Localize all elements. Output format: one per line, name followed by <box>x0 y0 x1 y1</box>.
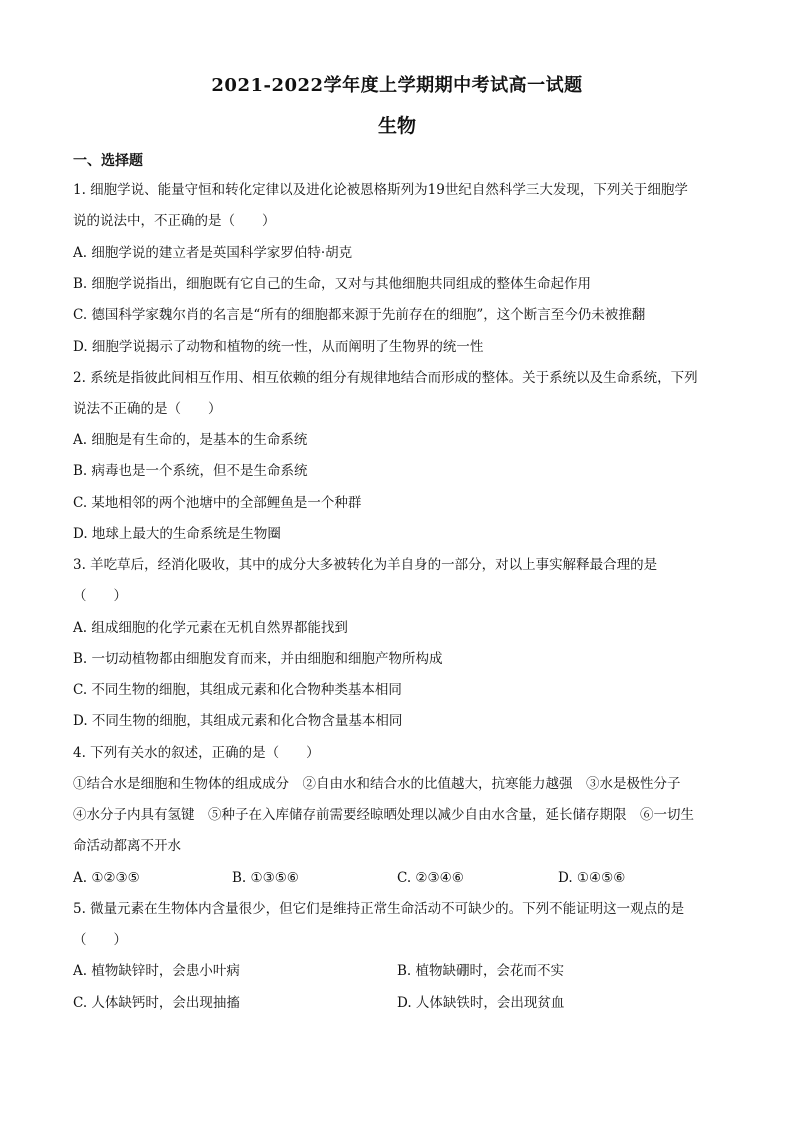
q3-option-c: C. 不同生物的细胞，其组成元素和化合物种类基本相同 <box>73 682 402 698</box>
q5-stem-line-2: （ ） <box>73 932 127 948</box>
q4-option-d: D. ①④⑤⑥ <box>558 870 626 886</box>
q5-option-d: D. 人体缺铁时，会出现贫血 <box>397 995 565 1011</box>
q1-option-c: C. 德国科学家魏尔肖的名言是“所有的细胞都来源于先前存在的细胞”，这个断言至今仍未被推翻 <box>73 307 646 323</box>
q3-option-a: A. 组成细胞的化学元素在无机自然界都能找到 <box>73 620 348 636</box>
q4-stem-line-1: 4. 下列有关水的叙述，正确的是（ ） <box>73 745 320 761</box>
exam-subject: 生物 <box>377 115 416 137</box>
q1-option-a: A. 细胞学说的建立者是英国科学家罗伯特·胡克 <box>73 245 353 261</box>
section-heading: 一、选择题 <box>73 153 143 169</box>
exam-title: 2021-2022学年度上学期期中考试高一试题 <box>211 75 583 96</box>
q5-option-c: C. 人体缺钙时，会出现抽搐 <box>73 995 240 1011</box>
q2-stem-line-1: 2. 系统是指彼此间相互作用、相互依赖的组分有规律地结合而形成的整体。关于系统以及生命系统，下列 <box>73 370 698 386</box>
q3-option-d: D. 不同生物的细胞，其组成元素和化合物含量基本相同 <box>73 713 403 729</box>
q2-option-c: C. 某地相邻的两个池塘中的全部鲤鱼是一个种群 <box>73 495 362 511</box>
q5-option-a: A. 植物缺锌时，会患小叶病 <box>73 963 240 979</box>
q5-stem-line-1: 5. 微量元素在生物体内含量很少，但它们是维持正常生命活动不可缺少的。下列不能证明这一观点的是 <box>73 901 685 917</box>
q1-option-b: B. 细胞学说指出，细胞既有它自己的生命，又对与其他细胞共同组成的整体生命起作用 <box>73 276 592 292</box>
q4-stem-line-3: ④水分子内具有氢键 ⑤种子在入库储存前需要经晾晒处理以减少自由水含量，延长储存期限 ⑥一切生 <box>73 807 694 823</box>
q1-stem-line-2: 说的说法中，不正确的是（ ） <box>73 213 276 229</box>
q2-stem-line-2: 说法不正确的是（ ） <box>73 401 222 417</box>
q1-stem-line-1: 1. 细胞学说、能量守恒和转化定律以及进化论被恩格斯列为19世纪自然科学三大发现，下列关于细胞学 <box>73 182 688 198</box>
q4-stem-line-4: 命活动都离不开水 <box>73 838 181 854</box>
q2-option-b: B. 病毒也是一个系统，但不是生命系统 <box>73 463 308 479</box>
q3-stem-line-2: （ ） <box>73 588 127 604</box>
q4-stem-line-2: ①结合水是细胞和生物体的组成成分 ②自由水和结合水的比值越大，抗寒能力越强 ③水是极性分子 <box>73 776 681 792</box>
q1-option-d: D. 细胞学说揭示了动物和植物的统一性，从而阐明了生物界的统一性 <box>73 339 484 355</box>
q2-option-a: A. 细胞是有生命的，是基本的生命系统 <box>73 432 308 448</box>
q4-option-b: B. ①③⑤⑥ <box>232 870 299 886</box>
q4-option-a: A. ①②③⑤ <box>73 870 140 886</box>
q2-option-d: D. 地球上最大的生命系统是生物圈 <box>73 526 281 542</box>
q5-option-b: B. 植物缺硼时，会花而不实 <box>397 963 565 979</box>
q3-stem-line-1: 3. 羊吃草后，经消化吸收，其中的成分大多被转化为羊自身的一部分，对以上事实解释最合理的是 <box>73 557 658 573</box>
q3-option-b: B. 一切动植物都由细胞发育而来，并由细胞和细胞产物所构成 <box>73 651 443 667</box>
q4-option-c: C. ②③④⑥ <box>397 870 464 886</box>
